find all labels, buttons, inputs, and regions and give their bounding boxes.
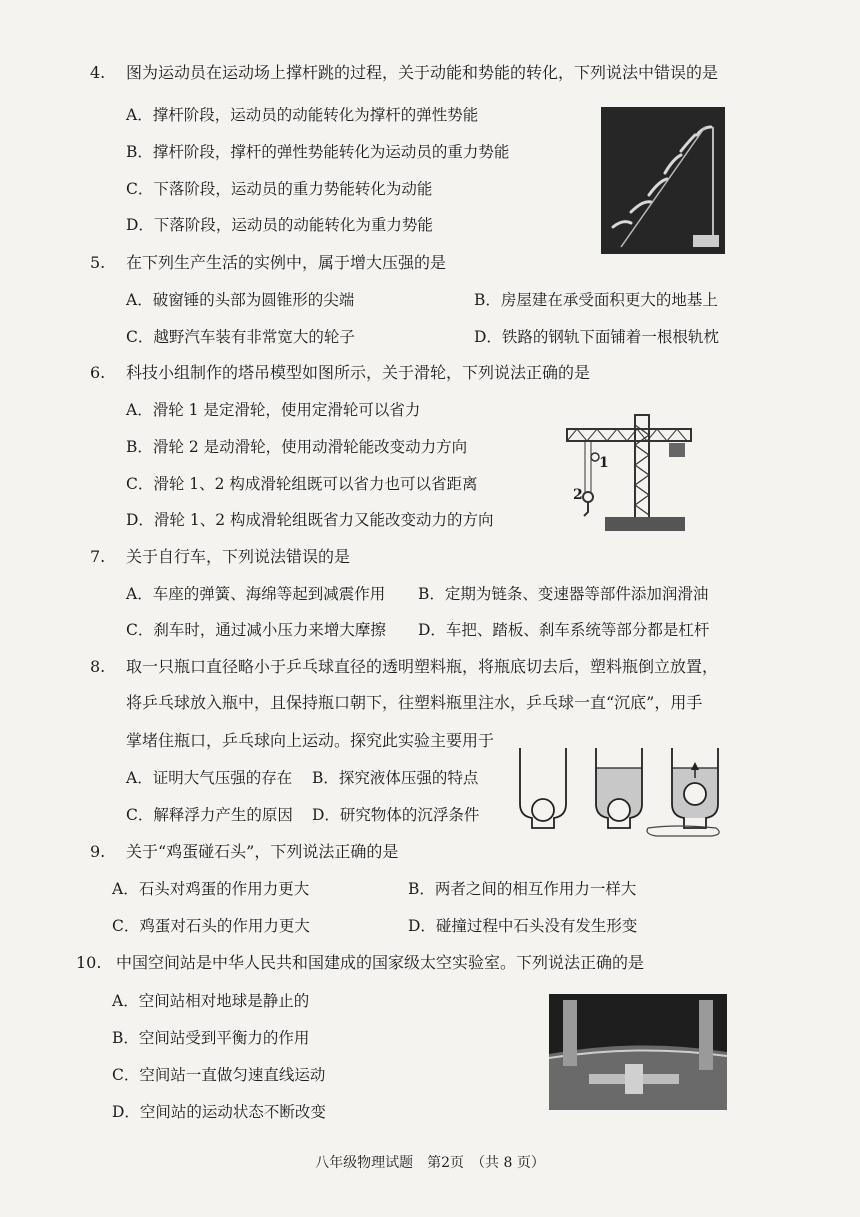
option-a: A．空间站相对地球是静止的 xyxy=(112,992,310,1010)
option-a: A．滑轮 1 是定滑轮，使用定滑轮可以省力 xyxy=(126,401,421,419)
option-d: D．下落阶段，运动员的动能转化为重力势能 xyxy=(126,216,433,234)
option-a: A．车座的弹簧、海绵等起到减震作用 xyxy=(126,585,386,603)
option-b: B．空间站受到平衡力的作用 xyxy=(112,1029,310,1047)
question-number: 4. xyxy=(90,63,106,82)
tower-crane-figure xyxy=(565,405,695,533)
page-footer: 八年级物理试题 第2页 （共 8 页） xyxy=(315,1155,545,1171)
question-5 xyxy=(90,252,446,274)
question-stem: 科技小组制作的塔吊模型如图所示，关于滑轮，下列说法正确的是 xyxy=(126,363,591,382)
bottle-empty xyxy=(520,748,566,828)
option-a: A．证明大气压强的存在 xyxy=(126,769,293,787)
option-b: B．定期为链条、变速器等部件添加润滑油 xyxy=(418,585,709,603)
option-b: B．房屋建在承受面积更大的地基上 xyxy=(474,291,718,309)
option-b: B．探究液体压强的特点 xyxy=(312,769,479,787)
pole-vault-photo xyxy=(601,107,725,254)
pulley-1-label: 1 xyxy=(599,455,609,471)
bottle-experiment-figure xyxy=(516,744,726,838)
option-d: D．碰撞过程中石头没有发生形变 xyxy=(408,917,638,935)
question-number: 8. xyxy=(90,657,106,676)
bottle-with-water xyxy=(596,748,642,828)
question-stem-continued: 将乒乓球放入瓶中，且保持瓶口朝下，往塑料瓶里注水，乒乓球一直“沉底”，用手 xyxy=(126,693,703,712)
option-c: C．刹车时，通过减小压力来增大摩擦 xyxy=(126,621,386,639)
question-stem: 关于自行车，下列说法错误的是 xyxy=(126,547,351,566)
question-4 xyxy=(90,62,718,84)
question-number: 7. xyxy=(90,547,106,566)
option-c: C．鸡蛋对石头的作用力更大 xyxy=(112,917,310,935)
option-c: C．滑轮 1、2 构成滑轮组既可以省力也可以省距离 xyxy=(126,475,478,493)
bottle-with-water-and-hand xyxy=(647,748,719,836)
option-c: C．下落阶段，运动员的重力势能转化为动能 xyxy=(126,180,433,198)
option-a: A．石头对鸡蛋的作用力更大 xyxy=(112,880,310,898)
question-number: 6. xyxy=(90,363,106,382)
question-number: 9. xyxy=(90,842,106,861)
question-number: 10. xyxy=(76,953,102,972)
question-number: 5. xyxy=(90,253,106,272)
option-d: D．滑轮 1、2 构成滑轮组既省力又能改变动力的方向 xyxy=(126,511,494,529)
question-stem: 在下列生产生活的实例中，属于增大压强的是 xyxy=(126,253,447,272)
option-b: B．滑轮 2 是动滑轮，使用动滑轮能改变动力方向 xyxy=(126,438,468,456)
option-c: C．解释浮力产生的原因 xyxy=(126,806,293,824)
space-station-photo xyxy=(549,994,727,1110)
option-a: A．破窗锤的头部为圆锥形的尖端 xyxy=(126,291,355,309)
option-d: D．铁路的钢轨下面铺着一根根轨枕 xyxy=(474,328,719,346)
option-b: B．撑杆阶段，撑杆的弹性势能转化为运动员的重力势能 xyxy=(126,143,510,161)
question-stem: 图为运动员在运动场上撑杆跳的过程，关于动能和势能的转化，下列说法中错误的是 xyxy=(126,63,719,82)
question-stem: 取一只瓶口直径略小于乒乓球直径的透明塑料瓶，将瓶底切去后，塑料瓶倒立放置， xyxy=(126,657,719,676)
option-d: D．车把、踏板、刹车系统等部分都是杠杆 xyxy=(418,621,710,639)
question-9 xyxy=(90,841,398,863)
option-a: A．撑杆阶段，运动员的动能转化为撑杆的弹性势能 xyxy=(126,106,479,124)
question-stem: 关于“鸡蛋碰石头”，下列说法正确的是 xyxy=(126,842,399,861)
question-10 xyxy=(76,952,644,974)
question-stem-continued: 掌堵住瓶口，乒乓球向上运动。探究此实验主要用于 xyxy=(126,731,495,750)
option-b: B．两者之间的相互作用力一样大 xyxy=(408,880,637,898)
option-c: C．越野汽车装有非常宽大的轮子 xyxy=(126,328,355,346)
option-d: D．研究物体的沉浮条件 xyxy=(312,806,480,824)
option-d: D．空间站的运动状态不断改变 xyxy=(112,1103,326,1121)
option-c: C．空间站一直做匀速直线运动 xyxy=(112,1066,326,1084)
question-8 xyxy=(90,656,718,678)
question-7 xyxy=(90,546,350,568)
question-6 xyxy=(90,362,590,384)
question-stem: 中国空间站是中华人民共和国建成的国家级太空实验室。下列说法正确的是 xyxy=(116,953,645,972)
pulley-2-label: 2 xyxy=(573,487,583,503)
